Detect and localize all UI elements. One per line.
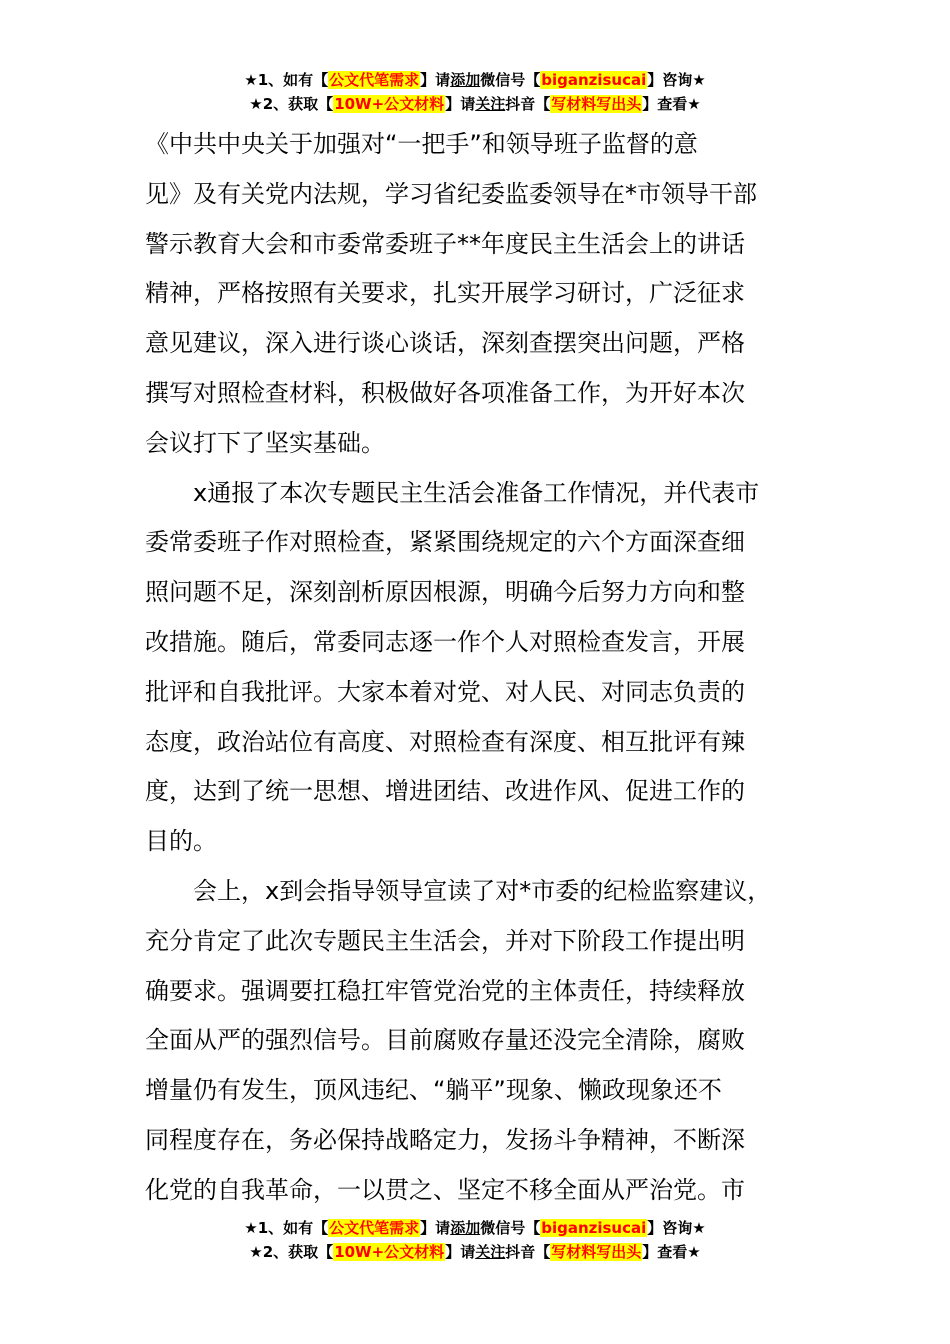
banner-text: ★2、获取【 (249, 95, 334, 113)
text-line: 充分肯定了此次专题民主生活会，并对下阶段工作提出明 (145, 926, 745, 955)
banner-line-2 (0, 92, 950, 116)
text-line: 会上，x到会指导领导宣读了对*市委的纪检监察建议， (193, 876, 772, 905)
banner-underline-text: 添加 (450, 71, 481, 89)
banner-text: 】咨询★ (647, 1219, 706, 1237)
banner-text: 】查看★ (642, 1243, 701, 1261)
text-line: 目的。 (145, 827, 217, 856)
text-line: 照问题不足，深刻剖析原因根源，明确今后努力方向和整 (145, 578, 745, 607)
text-line: 改措施。随后，常委同志逐一作个人对照检查发言，开展 (145, 627, 745, 656)
banner-text: 】请 (445, 95, 476, 113)
banner-underline-text: 添加 (450, 1219, 481, 1237)
paragraph-1 (145, 120, 845, 469)
banner-text: 】请 (420, 71, 451, 89)
text-line: 同程度存在，务必保持战略定力，发扬斗争精神，不断深 (145, 1125, 745, 1154)
paragraph-2 (145, 469, 845, 867)
banner-highlight: biganzisucai (541, 1219, 647, 1237)
text-line: 增量仍有发生，顶风违纪、“躺平”现象、懒政现象还不 (145, 1076, 722, 1105)
banner-text: 】咨询★ (647, 71, 706, 89)
banner-text: 】请 (420, 1219, 451, 1237)
banner-underline-text: 关注 (475, 1243, 506, 1261)
banner-highlight: 写材料写出头 (551, 95, 642, 113)
banner-text: ★1、如有【 (244, 1219, 329, 1237)
banner-text: ★1、如有【 (244, 71, 329, 89)
banner-highlight: 写材料写出头 (551, 1243, 642, 1261)
paragraph-3 (145, 867, 845, 1216)
text-line: 全面从严的强烈信号。目前腐败存量还没完全清除，腐败 (145, 1026, 745, 1055)
banner-highlight: 公文代笔需求 (329, 1219, 420, 1237)
banner-highlight: 公文代笔需求 (329, 71, 420, 89)
text-line: 精神，严格按照有关要求，扎实开展学习研讨，广泛征求 (145, 279, 745, 308)
text-line: 《中共中央关于加强对“一把手”和领导班子监督的意 (145, 130, 698, 158)
bottom-banner (0, 1216, 950, 1264)
top-banner (0, 68, 950, 116)
text-line: 态度，政治站位有高度、对照检查有深度、相互批评有辣 (145, 727, 745, 756)
banner-line-1 (0, 1216, 950, 1240)
text-line: x通报了本次专题民主生活会准备工作情况，并代表市 (193, 478, 760, 507)
banner-text: 】查看★ (642, 95, 701, 113)
text-line: 批评和自我批评。大家本着对党、对人民、对同志负责的 (145, 677, 745, 706)
text-line: 撰写对照检查材料，积极做好各项准备工作，为开好本次 (145, 378, 745, 407)
document-body (145, 120, 845, 1216)
banner-highlight: biganzisucai (541, 71, 647, 89)
text-line: 会议打下了坚实基础。 (145, 428, 385, 457)
text-line: 意见建议，深入进行谈心谈话，深刻查摆突出问题，严格 (145, 329, 745, 358)
text-line: 确要求。强调要扛稳扛牢管党治党的主体责任，持续释放 (145, 976, 745, 1005)
text-line: 警示教育大会和市委常委班子**年度民主生活会上的讲话 (145, 229, 745, 258)
banner-highlight: 10W+公文材料 (334, 1243, 445, 1261)
banner-text: 微信号【 (480, 1219, 541, 1237)
text-line: 度，达到了统一思想、增进团结、改进作风、促进工作的 (145, 777, 745, 806)
banner-line-2 (0, 1240, 950, 1264)
text-line: 委常委班子作对照检查，紧紧围绕规定的六个方面深查细 (145, 528, 745, 557)
banner-text: 抖音【 (505, 95, 551, 113)
banner-text: 微信号【 (480, 71, 541, 89)
banner-text: ★2、获取【 (249, 1243, 334, 1261)
banner-line-1 (0, 68, 950, 92)
text-line: 化党的自我革命，一以贯之、坚定不移全面从严治党。市 (145, 1175, 745, 1204)
banner-highlight: 10W+公文材料 (334, 95, 445, 113)
banner-underline-text: 关注 (475, 95, 506, 113)
banner-text: 】请 (445, 1243, 476, 1261)
banner-text: 抖音【 (505, 1243, 551, 1261)
text-line: 见》及有关党内法规，学习省纪委监委领导在*市领导干部 (145, 179, 757, 208)
